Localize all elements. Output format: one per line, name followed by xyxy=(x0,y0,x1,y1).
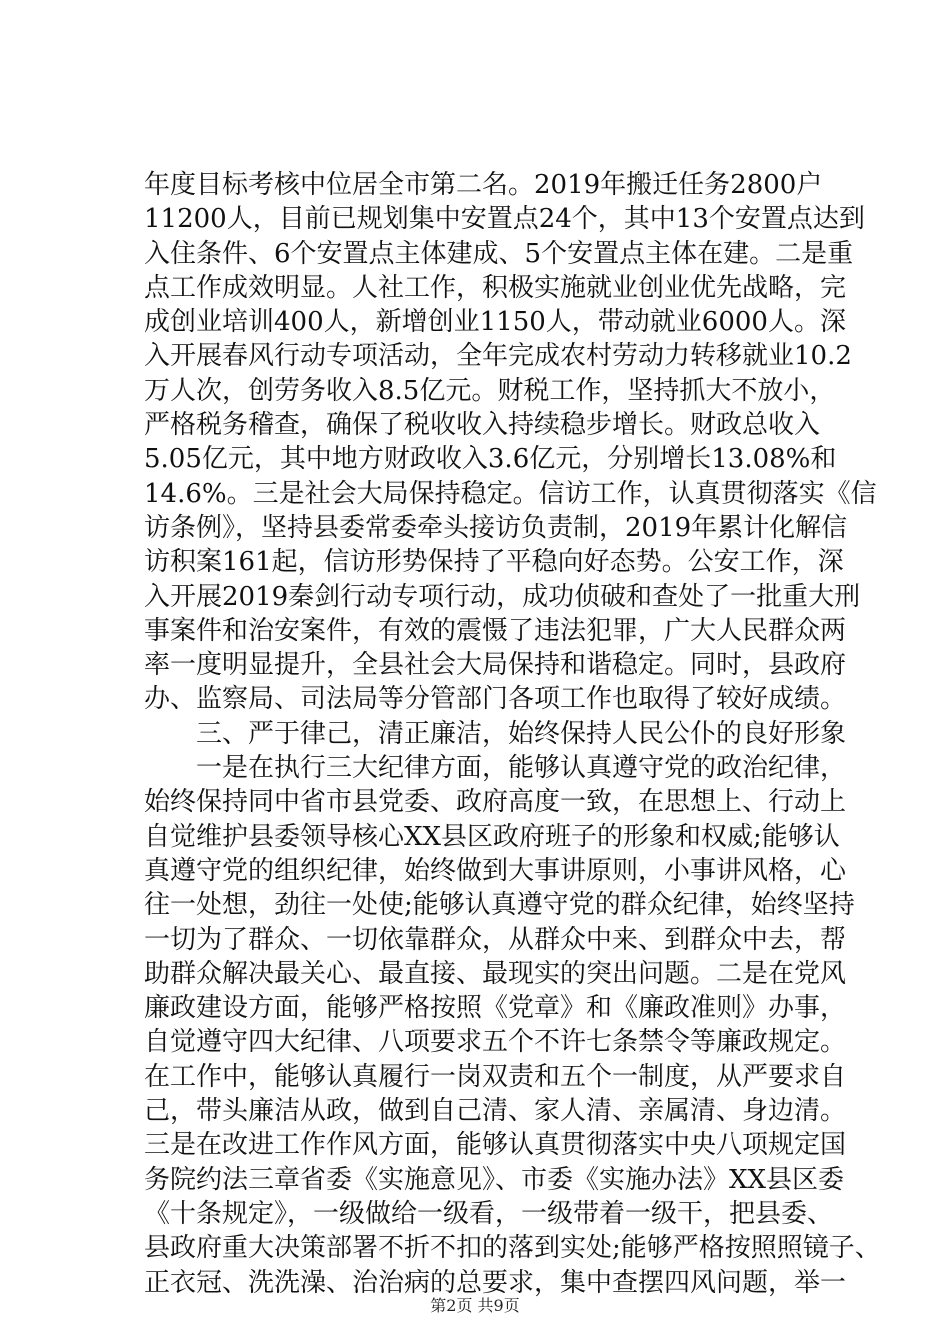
text-line-28: 己，带头廉洁从政，做到自己清、家人清、亲属清、身边清。 xyxy=(144,1096,847,1127)
text-line-4: 点工作成效明显。人社工作，积极实施就业创业优先战略，完 xyxy=(144,272,847,303)
text-line-29: 三是在改进工作作风方面，能够认真贯彻落实中央八项规定国 xyxy=(144,1130,847,1161)
text-line-23: 一切为了群众、一切依靠群众，从群众中来、到群众中去，帮 xyxy=(144,924,847,955)
section-heading: 三、严于律己，清正廉洁，始终保持人民公仆的良好形象 xyxy=(196,718,847,749)
text-line-22: 往一处想，劲往一处使;能够认真遵守党的群众纪律，始终坚持 xyxy=(144,890,855,921)
text-line-12: 访积案161起，信访形势保持了平稳向好态势。公安工作，深 xyxy=(144,547,844,578)
page-footer: 第2页 共9页 xyxy=(430,1296,520,1315)
text-line-2: 11200人，目前已规划集中安置点24个，其中13个安置点达到 xyxy=(144,204,865,235)
text-line-9: 5.05亿元，其中地方财政收入3.6亿元，分别增长13.08%和 xyxy=(144,444,837,475)
text-line-13: 入开展2019秦剑行动专项行动，成功侦破和查处了一批重大刑 xyxy=(144,581,861,612)
text-line-1: 年度目标考核中位居全市第二名。2019年搬迁任务2800户 xyxy=(144,170,823,200)
text-line-3: 入住条件、6个安置点主体建成、5个安置点主体在建。二是重 xyxy=(144,238,854,269)
text-line-6: 入开展春风行动专项活动，全年完成农村劳动力转移就业10.2 xyxy=(144,341,852,372)
text-line-24: 助群众解决最关心、最直接、最现实的突出问题。二是在党风 xyxy=(144,958,847,989)
text-line-14: 事案件和治安案件，有效的震慑了违法犯罪，广大人民群众两 xyxy=(144,615,847,646)
text-line-18: 一是在执行三大纪律方面，能够认真遵守党的政治纪律， xyxy=(196,753,847,784)
document-body xyxy=(144,168,881,1300)
text-line-33: 正衣冠、洗洗澡、治治病的总要求，集中查摆四风问题，举一 xyxy=(144,1267,847,1298)
text-line-7: 万人次，创劳务收入8.5亿元。财税工作，坚持抓大不放小， xyxy=(144,375,836,406)
text-line-15: 率一度明显提升，全县社会大局保持和谐稳定。同时，县政府 xyxy=(144,650,847,681)
text-line-5: 成创业培训400人，新增创业1150人，带动就业6000人。深 xyxy=(144,307,846,338)
text-line-30: 务院约法三章省委《实施意见》、市委《实施办法》XX县区委 xyxy=(144,1164,845,1195)
text-line-11: 访条例》，坚持县委常委牵头接访负责制，2019年累计化解信 xyxy=(144,512,848,543)
text-line-25: 廉政建设方面，能够严格按照《党章》和《廉政准则》办事， xyxy=(144,993,847,1024)
text-line-10: 14.6%。三是社会大局保持稳定。信访工作，认真贯彻落实《信 xyxy=(144,478,877,509)
text-line-19: 始终保持同中省市县党委、政府高度一致，在思想上、行动上 xyxy=(144,787,847,818)
text-line-26: 自觉遵守四大纪律、八项要求五个不许七条禁令等廉政规定。 xyxy=(144,1027,847,1058)
text-line-16: 办、监察局、司法局等分管部门各项工作也取得了较好成绩。 xyxy=(144,684,847,715)
text-line-20: 自觉维护县委领导核心XX县区政府班子的形象和权威;能够认 xyxy=(144,821,840,852)
text-line-21: 真遵守党的组织纪律，始终做到大事讲原则，小事讲风格，心 xyxy=(144,855,847,886)
text-line-32: 县政府重大决策部署不折不扣的落到实处;能够严格按照照镜子、 xyxy=(144,1233,881,1264)
text-line-31: 《十条规定》，一级做给一级看，一级带着一级干，把县委、 xyxy=(144,1198,834,1229)
text-line-8: 严格税务稽查，确保了税收收入持续稳步增长。财政总收入 xyxy=(144,410,821,441)
text-line-27: 在工作中，能够认真履行一岗双责和五个一制度，从严要求自 xyxy=(144,1061,847,1092)
